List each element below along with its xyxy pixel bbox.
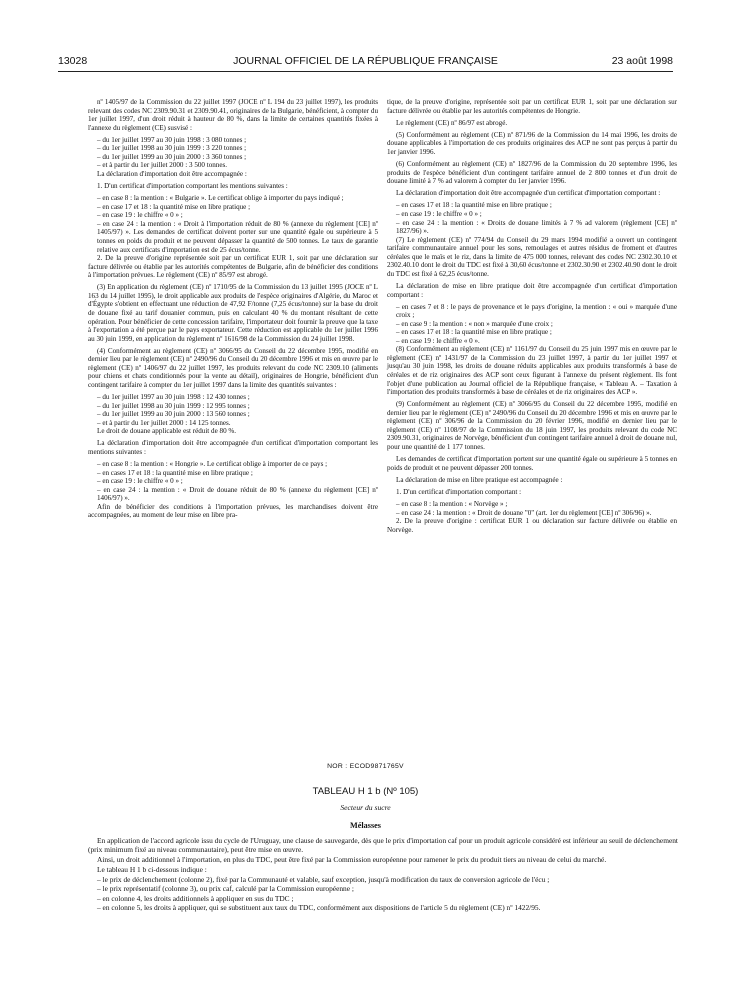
list-item: – en case 8 : la mention : « Bulgarie ». Le certificat oblige à importer du pays indiqué ; [97,194,344,203]
paragraph: 1. D'un certificat d'importation comportant : [396,487,522,496]
paragraph: La déclaration d'importation doit être accompagnée d'un certificat d'importation comportant : [396,189,661,198]
list-item: – en cases 17 et 18 : la quantité mise en libre pratique ; [396,328,552,337]
list-item: – du 1er juillet 1998 au 30 juin 1999 : 3 220 tonnes ; [97,144,247,153]
list-item: – en cases 7 et 8 : le pays de provenance et le pays d'origine, la mention : « oui » marquée d'une croix ; [396,302,677,320]
list-item: – et à partir du 1er juillet 2000 : 3 500 tonnes. [97,161,228,170]
paragraph: (5) Conformément au règlement (CE) nº 871/96 de la Commission du 14 mai 1996, les droits de douane applicables à l'importation de ces produits originaires des ACP ne sont pas perçus à partir du 1er janvier 1996. [387,130,677,156]
paragraph: (4) Conformément au règlement (CE) nº 3066/95 du Conseil du 22 décembre 1995, modifié en dernier lieu par le règlement (CE) nº 2490/96 du Conseil du 20 décembre 1996 et mis en œuvre par le règlement (CE) nº 1406/97 du 22 juillet 1997, les produits relevant du code NC 2309.10 (aliments pour chiens et chats conditionnés pour la vente au détail), originaires de Hongrie, bénéficient d'un contingent tarifaire à compter du 1er juillet 1997 dans la limite des quantités suivantes : [88,346,378,389]
list-item: – en case 24 : la mention : « Droit de douane "0" (art. 1er du règlement [CE] nº 306/96) ». [396,508,652,517]
header-rule [58,71,673,72]
right-column [387,98,677,538]
list-item: – du 1er juillet 1997 au 30 juin 1998 : 3 080 tonnes ; [97,135,247,144]
paragraph: Le droit de douane applicable est réduit de 80 %. [97,427,237,436]
list-item: – en case 19 : le chiffre « 0 » ; [396,209,482,218]
list-item: – du 1er juillet 1997 au 30 juin 1998 : 12 430 tonnes ; [97,393,250,402]
list-item: – en case 19 : le chiffre « 0 ». [396,336,480,345]
page-header [58,55,673,69]
table-title: TABLEAU H 1 b (Nº 105) [312,786,419,797]
section-heading: Mélasses [350,821,381,830]
list-item: – en colonne 5, les droits à appliquer, qui se substituent aux taux du TDC, conformément aux dispositions de l'article 5 du règlement (CE) nº 1422/95. [97,902,541,912]
list-item: – en case 19 : le chiffre « 0 » ; [97,477,183,486]
list-item: – en case 24 : la mention : « Droits de douane limités à 7 % ad valorem (règlement [CE] nº 1827/96) ». [396,218,677,236]
paragraph: (7) Le règlement (CE) nº 774/94 du Conseil du 29 mars 1994 modifié a ouvert un contingent tarifaire communautaire annuel pour les sons, remoulages et autres résidus de froment et d'autres céréales que le maïs et le riz, dans la limite de 475 000 tonnes, relevant des codes NC 2302.30.10 et 2302.40.10 dont le droit du TDC est fixé à 30,60 écus/tonne et 2302.30.90 et 2302.40.90 dont le droit du TDC est fixé à 62,25 écus/tonne. [387,235,677,278]
list-item: – en case 24 : la mention : « Droit à l'importation réduit de 80 % (annexe du règlement [CE] nº 1405/97) ». Les demandes de certificat doivent porter sur une quantité égale ou supérieure à 5 tonnes en poids du produit et ne peuvent dépasser la quantité de 500 tonnes. Le taux de garantie relative aux certificats d'importation est de 25 écus/tonne. [97,219,378,254]
paragraph: (9) Conformément au règlement (CE) nº 3066/95 du Conseil du 22 décembre 1995, modifié en dernier lieu par le règlement (CE) nº 2490/96 du Conseil du 20 décembre 1996 et mis en œuvre par le règlement (CE) nº 306/96 de la Commission du 20 février 1996, modifié en dernier lieu par le règlement (CE) nº 1108/97 de la Commission du 18 juin 1997, les produits relevant du code NC 2309.90.31, originaires de Norvège, bénéficient d'un contingent tarifaire annuel à droit de douane nul, pour une quantité de 1 177 tonnes. [387,400,677,451]
paragraph: 1. D'un certificat d'importation comportant les mentions suivantes : [97,182,288,191]
paragraph: (6) Conformément au règlement (CE) nº 1827/96 de la Commission du 20 septembre 1996, les produits de l'espèce bénéficient d'un contingent tarifaire annuel de 2 800 tonnes et d'un droit de douane limité à 7 % ad valorem à compter du 1er janvier 1996. [387,160,677,186]
paragraph: Ainsi, un droit additionnel à l'importation, en plus du TDC, peut être fixé par la Commission européenne pour ramener le prix du produit tiers au niveau de celui du marché. [97,855,607,865]
left-column [88,98,378,524]
page-number: 13028 [58,55,88,67]
nor-reference: NOR : ECOD9871765V [327,763,404,770]
list-item: – en case 8 : la mention : « Hongrie ». Le certificat oblige à importer de ce pays ; [97,460,328,469]
paragraph: La déclaration d'importation doit être accompagnée d'un certificat d'importation comportant les mentions suivantes : [88,439,378,456]
paragraph: (8) Conformément au règlement (CE) nº 1161/97 du Conseil du 25 juin 1997 mis en œuvre par le règlement (CE) nº 1431/97 de la Commission du 23 juillet 1997, à partir du 1er juillet 1997 et jusqu'au 30 juin 1998, les droits de douane réduits applicables aux produits transformés à base de céréales et de riz originaires des ACP sont ceux figurant à l'annexe du présent règlement. Ils font l'objet d'une publication au Journal officiel de la République française, « Tableau A. – Taxation à l'importation des produits transformés à base de céréales et de riz originaires des ACP ». [387,345,677,397]
paragraph: 2. De la preuve d'origine : certificat EUR 1 ou déclaration sur facture délivrée ou établie en Norvège. [387,517,677,534]
list-item: – en case 9 : la mention : « non » marquée d'une croix ; [396,319,553,328]
bottom-text [88,836,678,912]
paragraph: Le règlement (CE) nº 86/97 est abrogé. [396,118,508,127]
list-item: – du 1er juillet 1999 au 30 juin 2000 : 3 360 tonnes ; [97,152,247,161]
sector-heading: Secteur du sucre [340,803,391,812]
list-item: – du 1er juillet 1999 au 30 juin 2000 : 13 560 tonnes ; [97,410,250,419]
list-item: – le prix de déclenchement (colonne 2), fixé par la Communauté et valable, sauf exception, jusqu'à modification du taux de conversion agricole de l'écu ; [97,875,550,885]
list-item: – en case 24 : la mention : « Droit de douane réduit de 80 % (annexe du règlement [CE] nº 1406/97) ». [97,485,378,503]
list-item: – en cases 17 et 18 : la quantité mise en libre pratique ; [396,201,552,210]
paragraph: La déclaration de mise en libre pratique doit être accompagnée d'un certificat d'importation comportant : [387,281,677,299]
paragraph: (3) En application du règlement (CE) nº 1710/95 de la Commission du 13 juillet 1995 (JOCE nº L 163 du 14 juillet 1995), le droit applicable aux produits de l'espèce originaires d'Algérie, du Maroc et d'Égypte s'obtient en effectuant une réduction de 47,92 F/tonne (7,25 écus/tonne) sur la base du droit de douane fixé au tarif douanier commun, puis en calculant 40 % du montant résultant de cette opération. Pour bénéficier de cette concession tarifaire, l'importateur doit fournir la preuve que la taxe à l'exportation a été perçue par le pays exportateur. Cette réduction est applicable du 1er juillet 1996 au 30 juin 1999, en application du règlement nº 1616/98 de la Commission du 24 juillet 1998. [88,283,378,343]
issue-date: 23 août 1998 [611,55,673,67]
paragraph: Le tableau H 1 b ci-dessous indique : [97,865,207,875]
list-item: – en colonne 4, les droits additionnels à appliquer en sus du TDC ; [97,893,294,903]
journal-title: JOURNAL OFFICIEL DE LA RÉPUBLIQUE FRANÇAISE [233,55,498,67]
list-item: – et à partir du 1er juillet 2000 : 14 125 tonnes. [97,418,231,427]
list-item: – en case 19 : le chiffre « 0 » ; [97,211,183,220]
paragraph: 2. De la preuve d'origine représentée soit par un certificat EUR 1, soit par une déclaration sur facture délivrée ou établie par les autorités compétentes de Bulgarie, afin de bénéficier des conditions à l'importation prévues. Le règlement (CE) nº 85/97 est abrogé. [88,254,378,280]
paragraph: tique, de la preuve d'origine, représentée soit par un certificat EUR 1, soit par une déclaration sur facture délivrée ou établie par les autorités compétentes de Hongrie. [387,98,677,115]
list-item: – en cases 17 et 18 : la quantité mise en libre pratique ; [97,468,253,477]
paragraph: La déclaration de mise en libre pratique est accompagnée : [396,475,563,484]
list-item: – du 1er juillet 1998 au 30 juin 1999 : 12 995 tonnes ; [97,401,250,410]
list-item: – en case 17 et 18 : la quantité mise en libre pratique ; [97,202,251,211]
list-item: – le prix représentatif (colonne 3), ou prix caf, calculé par la Commission européenne ; [97,884,354,894]
paragraph: La déclaration d'importation doit être accompagnée : [97,169,247,178]
paragraph: En application de l'accord agricole issu du cycle de l'Uruguay, une clause de sauvegarde, dès que le prix d'importation caf pour un produit agricole considéré est inférieur au seuil de déclenchement (prix minimum fixé au niveau communautaire), peut être mise en œuvre. [88,836,678,855]
paragraph: Afin de bénéficier des conditions à l'importation prévues, les marchandises doivent être accompagnées, au moment de leur mise en libre pra- [88,502,378,520]
list-item: – en case 8 : la mention : « Norvège » ; [396,500,508,509]
paragraph: nº 1405/97 de la Commission du 22 juillet 1997 (JOCE nº L 194 du 23 juillet 1997), les produits relevant des codes NC 2309.90.31 et 2309.90.41, originaires de la Bulgarie, bénéficient, à compter du 1er juillet 1997, d'un droit réduit à hauteur de 80 %, dans la limite de certaines quantités fixées à l'annexe du règlement (CE) susvisé : [88,98,378,132]
paragraph: Les demandes de certificat d'importation portent sur une quantité égale ou supérieure à 5 tonnes en poids de produit et ne peuvent dépasser 200 tonnes. [387,455,677,472]
